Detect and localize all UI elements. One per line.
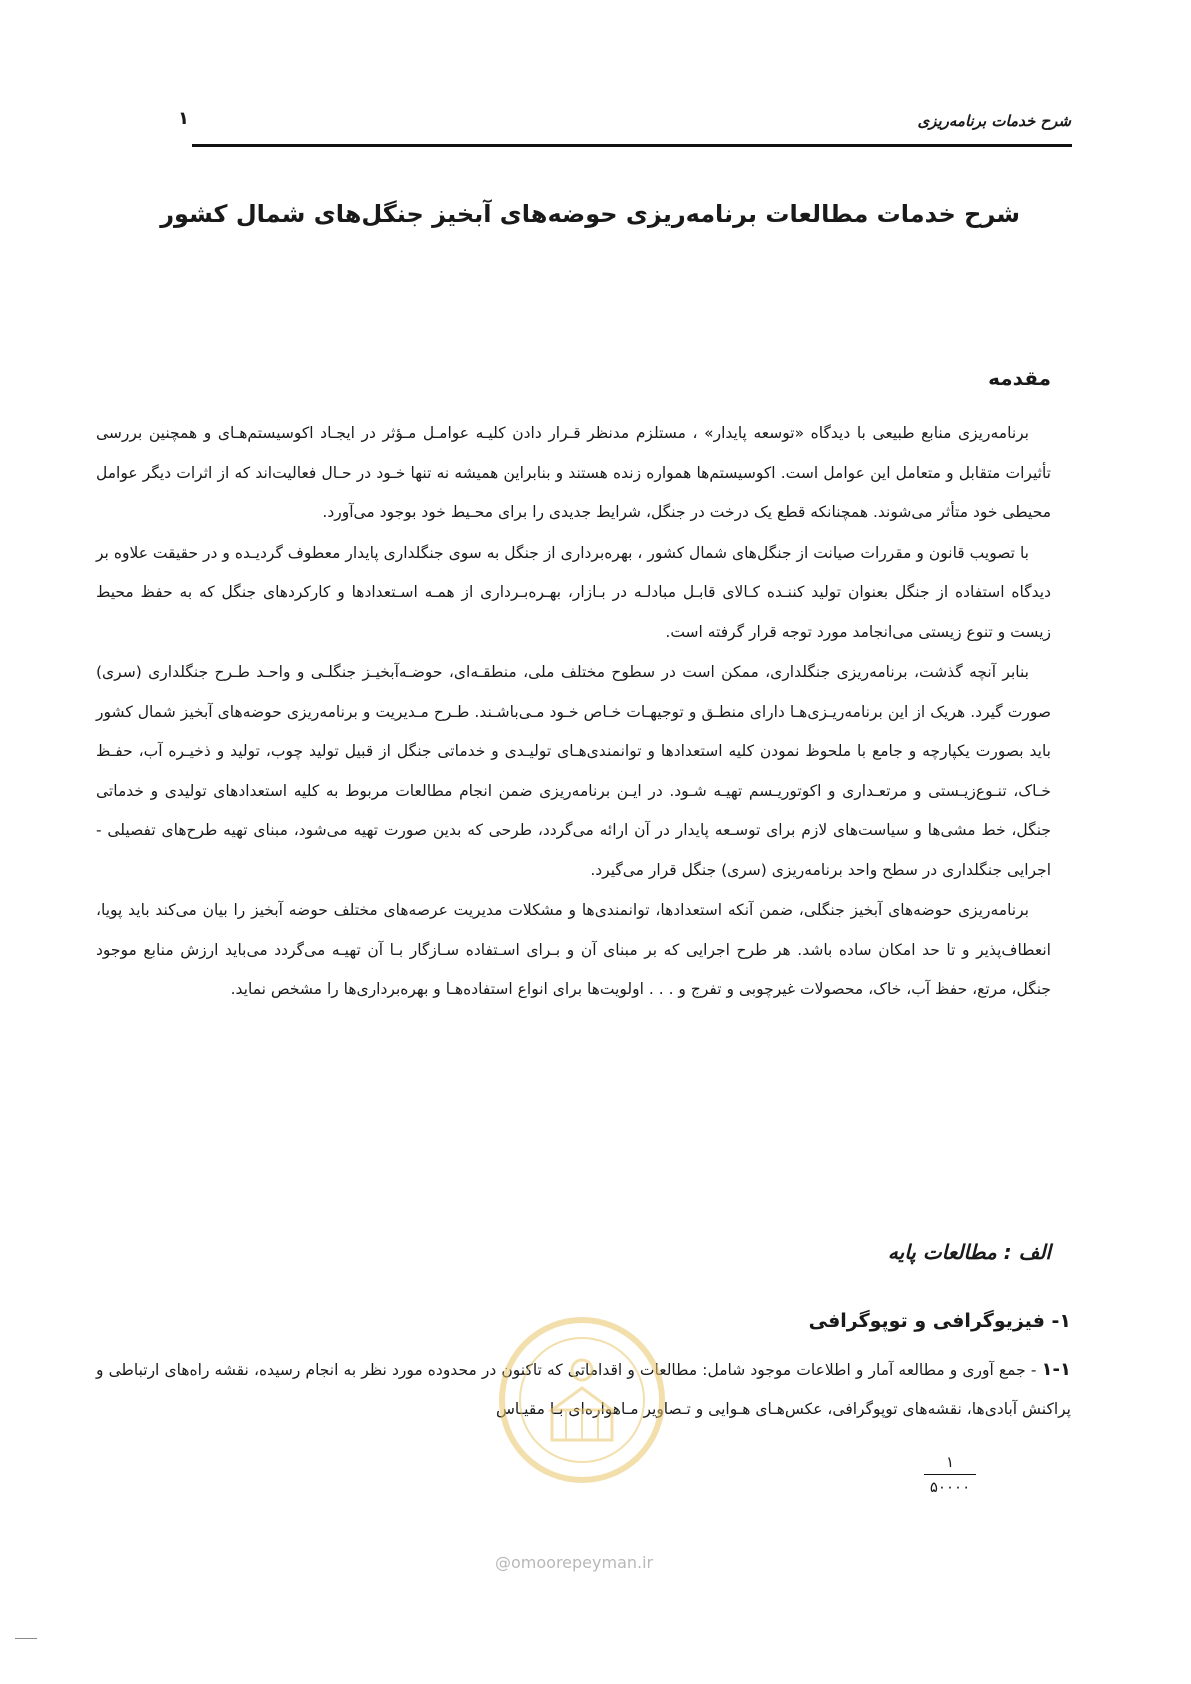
scan-corner-mark: [15, 1638, 37, 1639]
intro-body: [96, 414, 1051, 1011]
item-number: ۱-۱: [1041, 1359, 1071, 1380]
intro-heading: مقدمه: [988, 366, 1051, 390]
section-1-heading: ۱- فیزیوگرافی و توپوگرافی: [808, 1310, 1071, 1332]
document-title: شرح خدمات مطالعات برنامه‌ریزی حوضه‌های آبخیز جنگل‌های شمال کشور: [160, 200, 1020, 228]
item-text: - جمع آوری و مطالعه آمار و اطلاعات موجود شامل: مطالعات و اقداماتی که تاکنون در محدوده مورد نظر به انجام رسیده، نقشه راه‌های ارتباطی و پراکنش آبادی‌ها، نقشه‌های توپوگرافی، عکس‌هـای هـوایی و تـصاویر مـاهواره‌ای بـا مقیـاس: [96, 1361, 1071, 1418]
scale-denominator: ۵۰۰۰۰: [929, 1478, 971, 1496]
scale-fraction: [920, 1452, 980, 1497]
header-rule: [192, 144, 1072, 147]
page-number: ۱: [178, 108, 189, 129]
fraction-bar: [924, 1474, 976, 1475]
intro-paragraph: بنابر آنچه گذشت، برنامه‌ریزی جنگلداری، ممکن است در سطوح مختلف ملی، منطقـه‌ای، حوضـه‌آبخیـز جنگلـی و واحـد طـرح جنگلداری (سری) صورت گیرد. هریک از این برنامه‌ریـزی‌هـا دارای منطـق و توجیهـات خـاص خـود مـی‌باشـند. طـرح مـدیریت و برنامه‌ریزی حوضه‌های آبخیز شمال کشور باید بصورت یکپارچه و جامع با ملحوظ نمودن کلیه استعدادها و توانمندی‌هـای تولیـدی و خدماتی جنگل از قبیل تولید چوب، تولید و ذخیـره آب، حفـظ خـاک، تنـوع‌زیـستی و مرتعـداری و اکوتوریـسم تهیـه شـود. در ایـن برنامه‌ریزی ضمن انجام مطالعات مربوط به کلیه استعدادهای تولیدی و خدماتی جنگل، خط مشی‌ها و سیاست‌های لازم برای توسـعه پایدار در آن ارائه می‌گردد، طرحی که بدین صورت تهیه می‌شود، مبنای تهیه طرح‌های تفصیلی - اجرایی جنگلداری در سطح واحد برنامه‌ریزی (سری) جنگل قرار می‌گیرد.: [96, 663, 1051, 879]
intro-paragraph: با تصویب قانون و مقررات صیانت از جنگل‌های شمال کشور ، بهره‌برداری از جنگل به سوی جنگلداری پایدار معطوف گردیـده و در حقیقت علاوه بر دیدگاه استفاده از جنگل بعنوان تولید کننـده کـالای قابـل مبادلـه در بـازار، بهـره‌بـرداری از همـه اسـتعدادها و کارکردهای جنگل که به حفظ محیط زیست و تنوع زیستی می‌انجامد مورد توجه قرار گرفته است.: [96, 543, 1051, 641]
watermark-site: @omoorepeyman.ir: [495, 1553, 654, 1572]
intro-paragraph: برنامه‌ریزی حوضه‌های آبخیز جنگلی، ضمن آنکه استعدادها، توانمندی‌ها و مشکلات مدیریت عرصه‌های مختلف حوضه آبخیز را بیان می‌کند باید پویا، انعطاف‌پذیر و تا حد امکان ساده باشد. هر طرح اجرایی که بر مبنای آن و بـرای اسـتفاده سـازگار بـا آن تهیـه می‌گردد می‌باید ارزش منابع موجود جنگل، مرتع، حفظ آب، خاک، محصولات غیرچوبی و تفرج و . . . اولویت‌ها برای انواع استفاده‌هـا و بهره‌برداری‌ها را مشخص نماید.: [96, 901, 1051, 998]
watermark-seal-icon: [482, 1310, 682, 1490]
scale-numerator: ۱: [945, 1453, 955, 1471]
part-a-heading: الف : مطالعات پایه: [887, 1240, 1051, 1264]
running-head: شرح خدمات برنامه‌ریزی: [917, 112, 1071, 130]
intro-paragraph: برنامه‌ریزی منابع طبیعی با دیدگاه «توسعه پایدار» ، مستلزم مدنظر قـرار دادن کلیـه عوامـل مـؤثر در ایجـاد اکوسیستم‌هـای و همچنین بررسی تأثیرات متقابل و متعامل این عوامل است. اکوسیستم‌ها همواره زنده هستند و بنابراین همیشه نه تنها خـود در حـال فعالیت‌اند که از اثرات دیگر عوامل محیطی خود متأثر می‌شوند. همچنانکه قطع یک درخت در جنگل، شرایط جدیدی را برای محـیط خود بوجود می‌آورد.: [96, 424, 1051, 521]
